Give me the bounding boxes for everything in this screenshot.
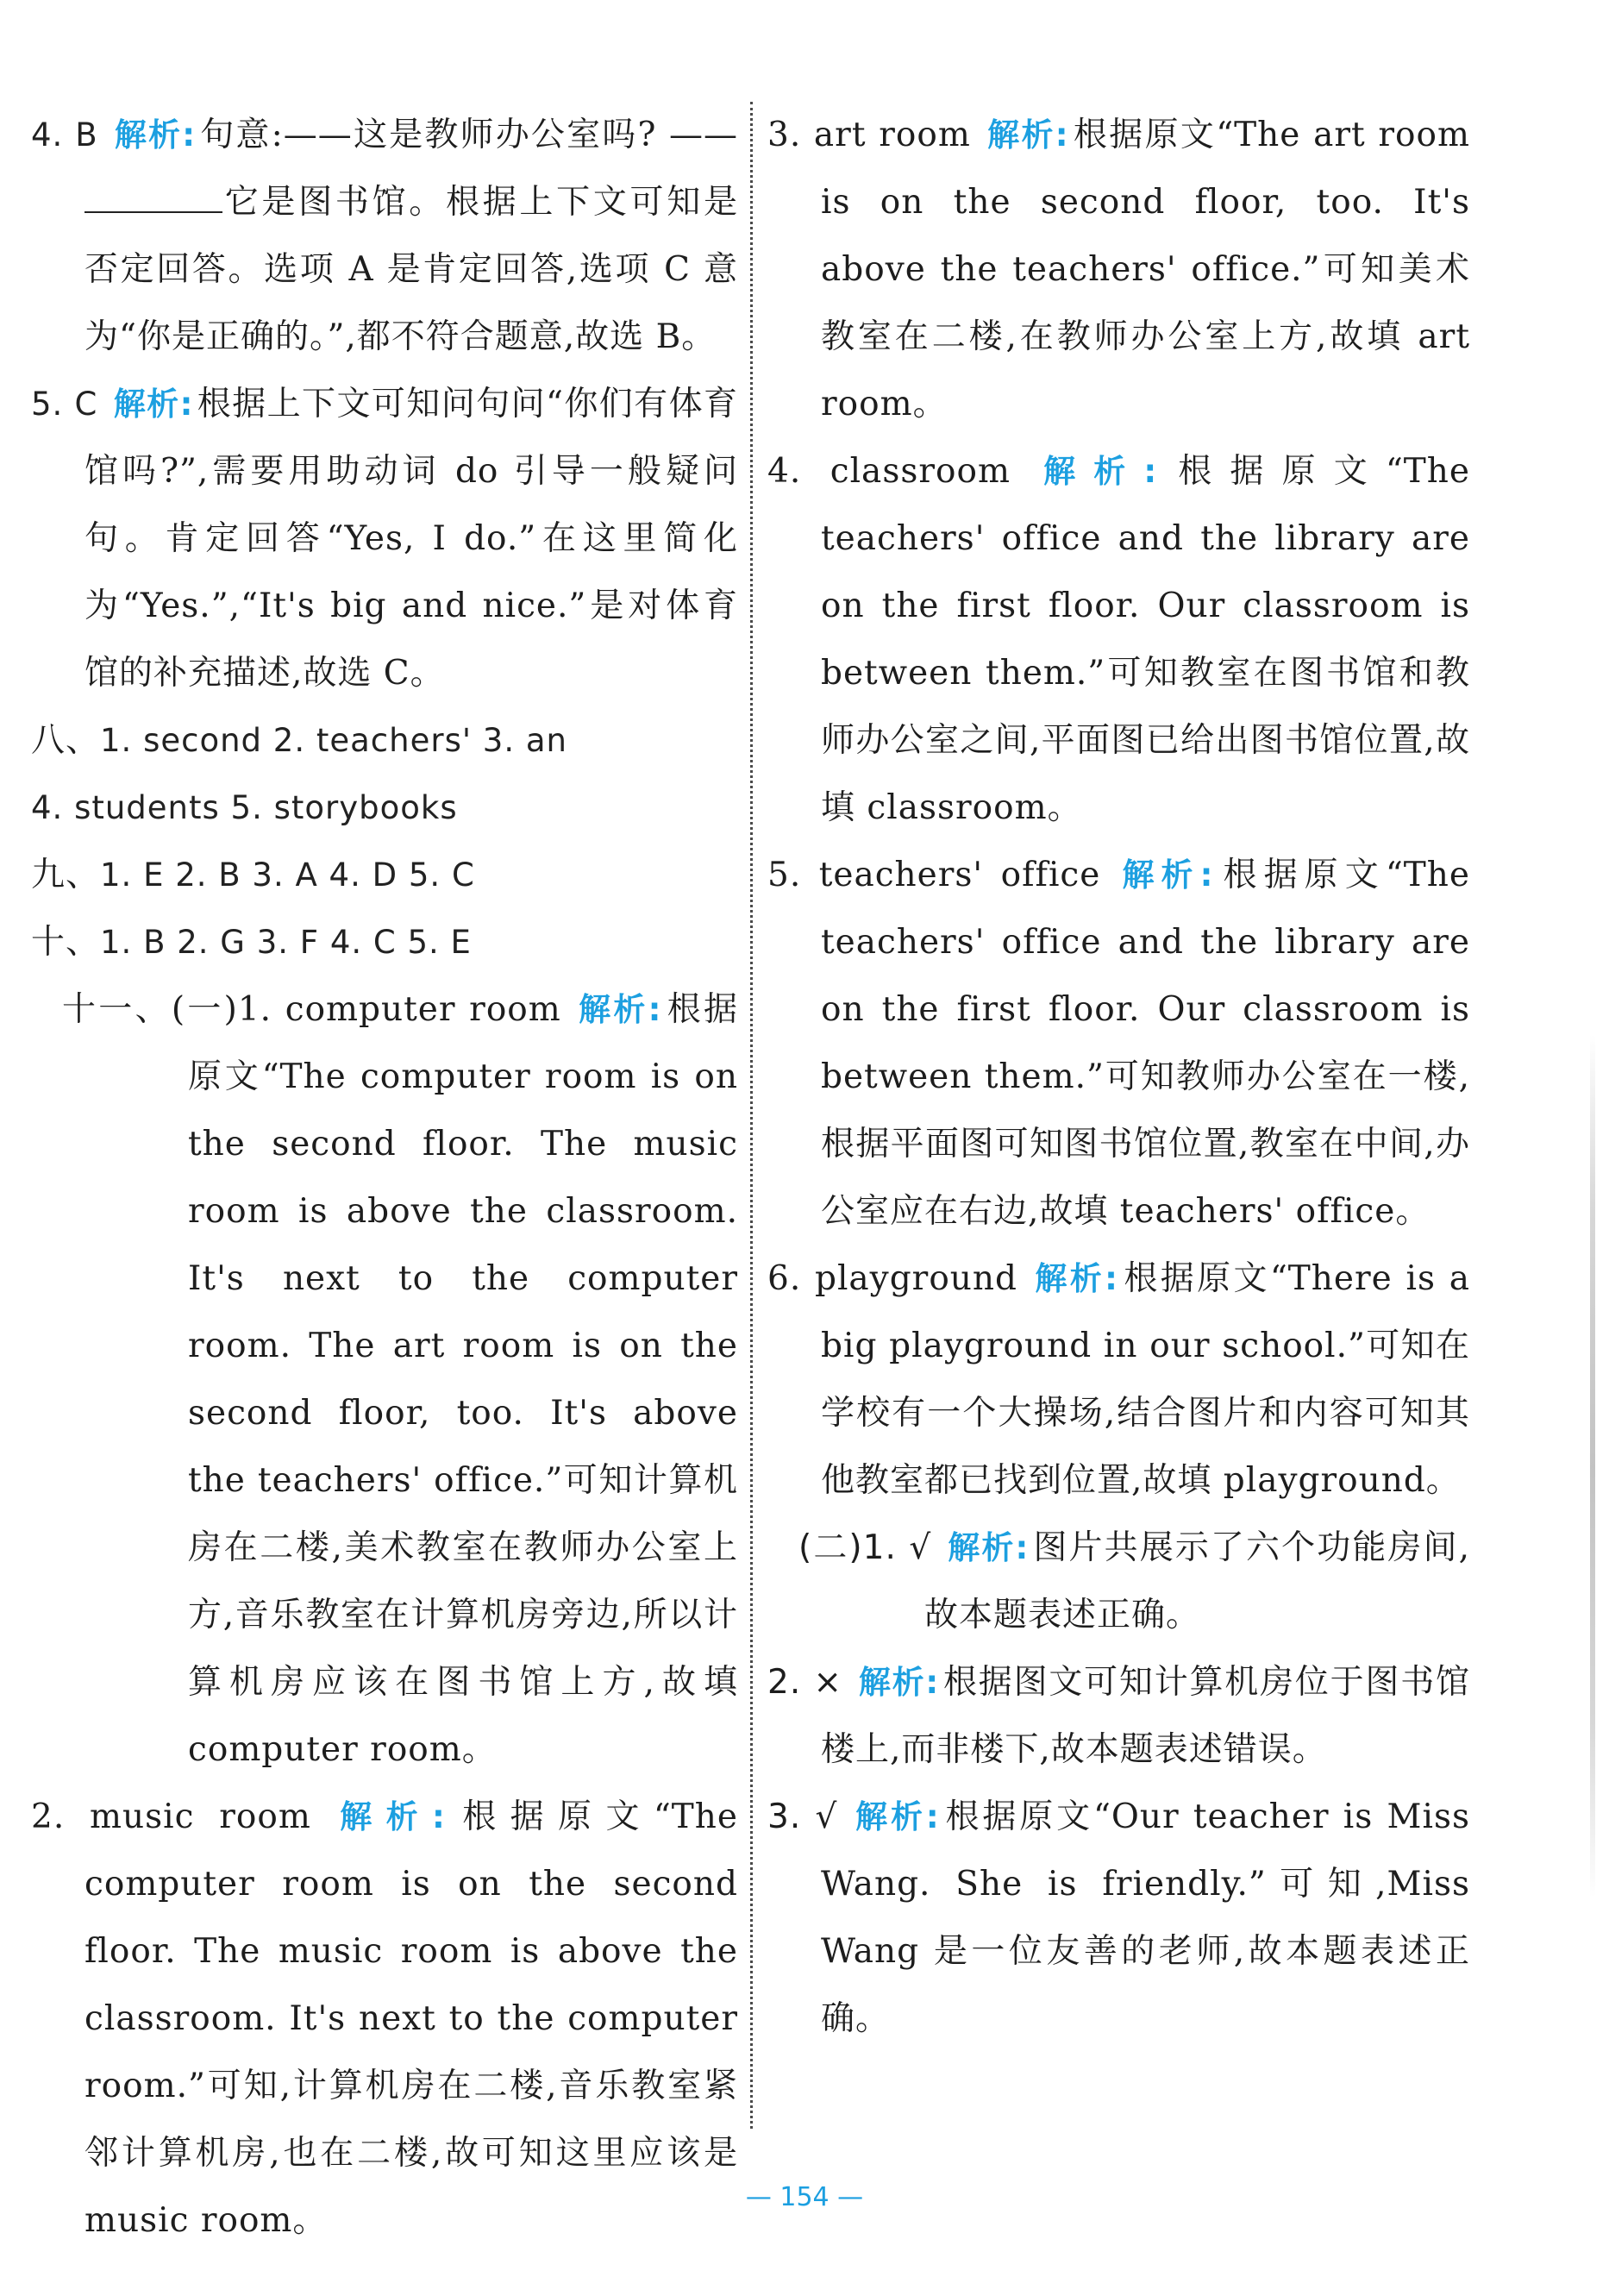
analysis-keyword: 解析: — [1116, 856, 1214, 894]
section-answers: 1. E 2. B 3. A 4. D 5. C — [100, 856, 475, 894]
answer-label: 2. × — [767, 1663, 843, 1702]
answer-label: 5. teachers' office — [767, 856, 1101, 894]
analysis-text: 图片共展示了六个功能房间,故本题表述正确。 — [924, 1528, 1471, 1634]
page-number: — 154 — — [745, 2182, 864, 2212]
analysis-keyword: 解析: — [113, 386, 194, 423]
section-9 — [31, 842, 738, 909]
analysis-text-cont: 它是图书馆。根据上下文可知是否定回答。选项 A 是肯定回答,选项 C 意为“你是正确的。”,都不符合题意,故选 B。 — [85, 183, 738, 356]
answer-label: (二)1. √ — [798, 1528, 932, 1567]
section-10 — [31, 909, 738, 976]
section-label: 八、 — [31, 721, 101, 760]
left-column — [31, 102, 738, 2255]
answer-right-6 — [767, 1245, 1470, 1515]
answer-label: 2. music room — [31, 1797, 311, 1836]
analysis-text: 根据原文“The computer room is on the second floor. The music room is above the classroom. It's next to the computer room.”可知,计算机房在二楼,音乐教室紧邻计算机房,也在二楼,故可知这里应该是 music room。 — [85, 1797, 739, 2240]
analysis-text: 根据原文“The teachers' office and the library are on the first floor. Our classroom is between them.”可知教师办公室在一楼,根据平面图可知图书馆位置,教室在中间,办公室应在右边,故填 teachers' office。 — [821, 856, 1471, 1231]
analysis-text: 根据原文“Our teacher is Miss Wang. She is friendly.”可知,Miss Wang 是一位友善的老师,故本题表述正确。 — [821, 1797, 1470, 2038]
analysis-text: 根据原文“The art room is on the second floor, too. It's above the teachers' office.”可知美术教室在二楼,在教师办公室上方,故填 art room。 — [821, 116, 1470, 423]
analysis-keyword: 解析: — [326, 1798, 446, 1835]
answer-label: 5. C — [31, 386, 98, 423]
column-divider — [750, 102, 753, 2129]
analysis-text: 根据原文“The computer room is on the second floor. The music room is above the classroom. It's next to the computer room. The art room is on the second floor, too. It's above the teachers' office.”可知计算机房在二楼,美术教室在教师办公室上方,音乐教室在计算机房旁边,所以计算机房应该在图书馆上方,故填 computer room。 — [188, 990, 738, 1769]
section-2-answer-2 — [767, 1649, 1470, 1784]
answer-label: 4. B — [31, 116, 98, 154]
answer-right-3 — [767, 102, 1470, 438]
analysis-text: 根据原文“There is a big playground in our school.”可知在学校有一个大操场,结合图片和内容可知其他教室都已找到位置,故填 playground。 — [821, 1259, 1470, 1500]
answer-label: 4. classroom — [767, 452, 1011, 491]
right-column — [767, 102, 1470, 2053]
analysis-keyword: 解析: — [113, 116, 197, 154]
analysis-keyword: 解析: — [947, 1529, 1030, 1566]
analysis-text: 根据原文“The teachers' office and the library are on the first floor. Our classroom is between them.”可知教室在图书馆和教师办公室之间,平面图已给出图书馆位置,故填 classroom。 — [821, 452, 1470, 827]
section-answers: 4. students 5. storybooks — [31, 789, 458, 826]
answer-label: 3. art room — [767, 116, 971, 154]
answer-label: 6. playground — [767, 1259, 1017, 1298]
section-11-answer-1 — [31, 976, 738, 1784]
section-2-answer-1 — [767, 1515, 1470, 1649]
analysis-keyword: 解析: — [576, 991, 662, 1028]
answer-label: 3. √ — [767, 1797, 838, 1836]
analysis-keyword: 解析: — [1025, 453, 1158, 490]
analysis-text: 根据上下文可知问句问“你们有体育馆吗?”,需要用助动词 do 引导一般疑问句。肯定回答“Yes, I do.”在这里简化为“Yes.”,“It's big and nice.”是对体育馆的补充描述,故选 C。 — [85, 385, 739, 693]
analysis-text: 根据图文可知计算机房位于图书馆楼上,而非楼下,故本题表述错误。 — [821, 1663, 1470, 1769]
analysis-keyword: 解析: — [853, 1798, 940, 1835]
section-2-answer-3 — [767, 1784, 1470, 2053]
section-answers: 1. B 2. G 3. F 4. C 5. E — [100, 924, 472, 961]
answer-left-4 — [31, 102, 738, 371]
answer-label: 十一、(一)1. computer room — [62, 990, 561, 1029]
answer-right-4 — [767, 438, 1470, 842]
analysis-keyword: 解析: — [986, 116, 1069, 154]
analysis-keyword: 解析: — [858, 1664, 940, 1701]
analysis-keyword: 解析: — [1033, 1260, 1118, 1297]
section-answers: 1. second 2. teachers' 3. an — [100, 722, 567, 759]
section-label: 十、 — [31, 923, 101, 962]
section-8-line-1 — [31, 707, 738, 775]
answer-left-5 — [31, 371, 738, 707]
fill-blank — [85, 185, 222, 213]
section-label: 九、 — [31, 856, 101, 894]
analysis-text: 句意:——这是教师办公室吗? —— — [199, 116, 738, 154]
answer-right-5 — [767, 842, 1470, 1245]
section-8-line-2 — [31, 775, 738, 842]
page-binding-shadow — [1590, 1035, 1595, 1898]
